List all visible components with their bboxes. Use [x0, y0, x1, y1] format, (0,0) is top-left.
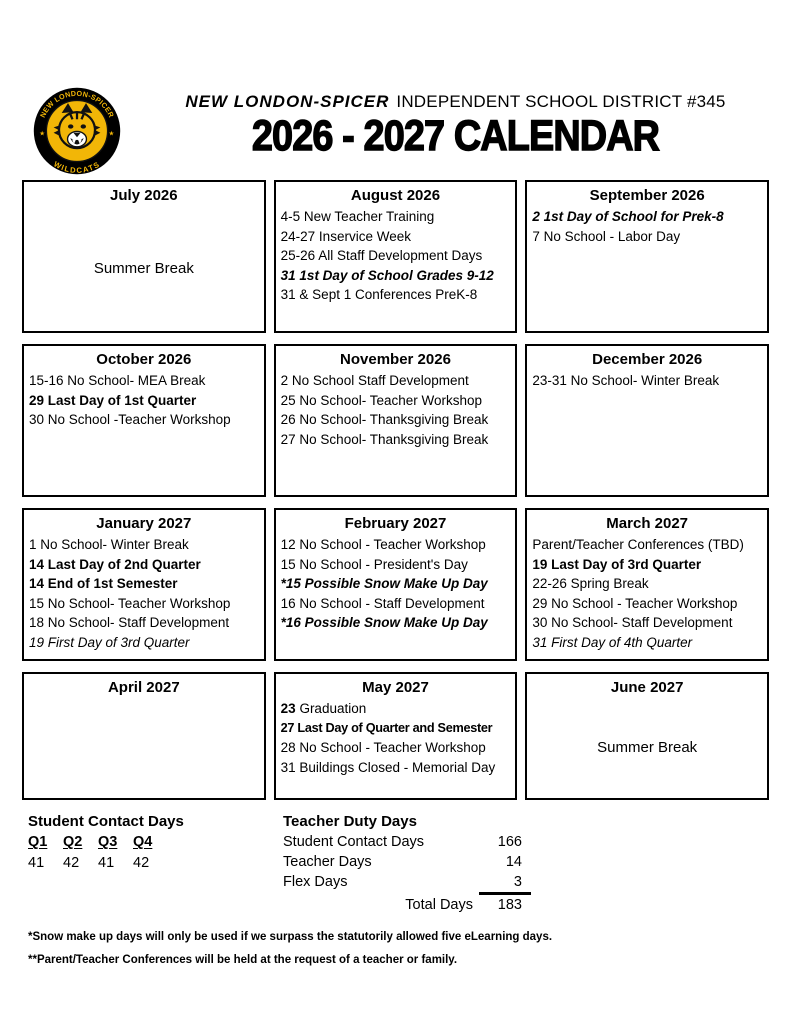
duty-row-value: 14: [505, 854, 522, 870]
calendar-event: 25-26 All Staff Development Days: [280, 248, 483, 264]
calendar-event: 15 No School- Teacher Workshop: [29, 595, 231, 611]
calendar-event: 29 Last Day of 1st Quarter: [29, 392, 197, 408]
event-list: [24, 369, 264, 430]
star-icon: ★: [39, 130, 45, 138]
event-day: 23: [280, 701, 296, 716]
calendar-event: 23-31 No School- Winter Break: [532, 373, 720, 388]
month-box-december: [525, 344, 769, 497]
calendar-event: 30 No School- Staff Development: [532, 615, 733, 631]
duty-row-label: Teacher Days: [283, 854, 372, 870]
month-box-june: [525, 672, 769, 800]
footnote: **Parent/Teacher Conferences will be held at the request of a teacher or family.: [28, 954, 458, 966]
month-title: November 2026: [340, 351, 451, 368]
month-title: May 2027: [362, 679, 429, 696]
duty-row-value: 166: [497, 834, 522, 850]
month-note: Summer Break: [93, 259, 194, 277]
calendar-event: 4-5 New Teacher Training: [280, 209, 435, 224]
event-list: [276, 369, 516, 449]
month-box-february: [274, 508, 518, 661]
month-title: July 2026: [110, 187, 178, 204]
calendar-event: 14 End of 1st Semester: [29, 576, 178, 592]
event-list: [527, 369, 767, 391]
calendar-event: 1 No School- Winter Break: [29, 537, 189, 552]
month-box-november: [274, 344, 518, 497]
duty-row: [283, 832, 531, 852]
district-name: [142, 92, 769, 112]
month-title: August 2026: [350, 187, 441, 204]
quarter-value: 42: [63, 855, 80, 871]
month-title: March 2027: [606, 515, 689, 532]
month-title: October 2026: [96, 351, 192, 368]
month-box-july: [22, 180, 266, 333]
event-list: [276, 697, 516, 777]
event-list: [24, 533, 264, 653]
month-title: January 2027: [96, 515, 192, 532]
month-box-october: [22, 344, 266, 497]
calendar-event: 29 No School - Teacher Workshop: [532, 595, 738, 611]
calendar-event: *15 Possible Snow Make Up Day: [280, 576, 488, 592]
logo-top-text: NEW LONDON-SPICER: [37, 88, 117, 120]
calendar-event: *16 Possible Snow Make Up Day: [280, 615, 488, 631]
calendar-event: 15-16 No School- MEA Break: [29, 373, 206, 388]
calendar-event: 24-27 Inservice Week: [280, 228, 411, 244]
calendar-event: 19 First Day of 3rd Quarter: [29, 634, 190, 650]
calendar-event: 15 No School - President's Day: [280, 556, 468, 572]
quarter-headers-row: [28, 832, 283, 853]
quarter-header: Q3: [98, 834, 118, 850]
event-list: [276, 205, 516, 305]
wildcats-logo: [32, 86, 122, 176]
event-list: [527, 205, 767, 246]
calendar-event: 14 Last Day of 2nd Quarter: [29, 556, 201, 572]
total-days-value: 183: [497, 897, 522, 913]
calendar-event: 19 Last Day of 3rd Quarter: [532, 556, 702, 572]
calendar-event: 27 No School- Thanksgiving Break: [280, 431, 489, 447]
quarter-value: 42: [133, 855, 150, 871]
header-text: [142, 92, 769, 158]
calendar-event: 18 No School- Staff Development: [29, 615, 230, 631]
calendar-event: 25 No School- Teacher Workshop: [280, 392, 483, 408]
calendar-event: 7 No School - Labor Day: [532, 228, 681, 244]
duty-row: [283, 872, 531, 895]
quarter-values-row: [28, 853, 283, 874]
month-box-january: [22, 508, 266, 661]
month-title: April 2027: [107, 679, 180, 696]
teacher-duty-days-title: Teacher Duty Days: [283, 813, 417, 830]
month-note: Summer Break: [597, 739, 698, 756]
page-header: [22, 86, 769, 180]
teacher-duty-rows: [283, 832, 531, 895]
quarter-value: 41: [98, 855, 115, 871]
calendar-event: 31 1st Day of School Grades 9-12: [280, 267, 494, 283]
duty-row: [283, 852, 531, 872]
quarter-header: Q4: [133, 834, 153, 850]
month-box-march: [525, 508, 769, 661]
month-box-september: [525, 180, 769, 333]
event-list: [276, 533, 516, 633]
calendar-event: 2 1st Day of School for Prek-8: [532, 209, 724, 224]
calendar-event: 31 First Day of 4th Quarter: [532, 634, 693, 650]
district-name-rest: INDEPENDENT SCHOOL DISTRICT #345: [396, 92, 726, 111]
total-days-label: Total Days: [405, 897, 473, 913]
month-title: September 2026: [589, 187, 705, 204]
month-box-may: [274, 672, 518, 800]
calendar-event: 22-26 Spring Break: [532, 576, 649, 592]
calendar-event: 30 No School -Teacher Workshop: [29, 412, 231, 428]
calendar-event: 2 No School Staff Development: [280, 373, 469, 388]
duty-row-value: 3: [479, 872, 531, 895]
footnotes: [22, 926, 769, 972]
district-name-script: NEW LONDON-SPICER: [185, 92, 390, 111]
month-title: December 2026: [592, 351, 703, 368]
calendar-event: 28 No School - Teacher Workshop: [280, 740, 486, 756]
calendar-event: 26 No School- Thanksgiving Break: [280, 412, 489, 428]
event-list: [527, 533, 767, 653]
duty-row-label: Student Contact Days: [283, 834, 425, 850]
student-contact-days-section: [22, 812, 283, 916]
total-days-row: [283, 895, 531, 916]
star-icon: ★: [108, 130, 115, 138]
month-box-april: [22, 672, 266, 800]
logo-bottom-text: WILDCATS: [52, 159, 102, 175]
duty-row-label: Flex Days: [283, 874, 348, 890]
student-contact-days-title: Student Contact Days: [28, 813, 184, 830]
calendar-event: 12 No School - Teacher Workshop: [280, 537, 486, 552]
calendar-event: 16 No School - Staff Development: [280, 595, 485, 611]
month-title: June 2027: [610, 679, 684, 696]
month-title: February 2027: [344, 515, 447, 532]
calendar-event: 31 & Sept 1 Conferences PreK-8: [280, 287, 478, 303]
bottom-summary: [22, 812, 769, 916]
teacher-duty-days-section: [283, 812, 531, 916]
quarter-value: 41: [28, 855, 45, 871]
calendar-event: 27 Last Day of Quarter and Semester: [280, 720, 493, 735]
calendar-event: 31 Buildings Closed - Memorial Day: [280, 759, 496, 775]
quarter-header: Q1: [28, 834, 48, 850]
calendar-event: Parent/Teacher Conferences (TBD): [532, 537, 744, 552]
calendar-grid: [22, 180, 769, 800]
quarter-header: Q2: [63, 834, 83, 850]
calendar-event: 23 Graduation: [280, 701, 367, 716]
footnote: *Snow make up days will only be used if we surpass the statutorily allowed five eLearning days.: [28, 931, 553, 943]
month-box-august: [274, 180, 518, 333]
page-title: 2026 - 2027 CALENDAR: [251, 112, 660, 160]
